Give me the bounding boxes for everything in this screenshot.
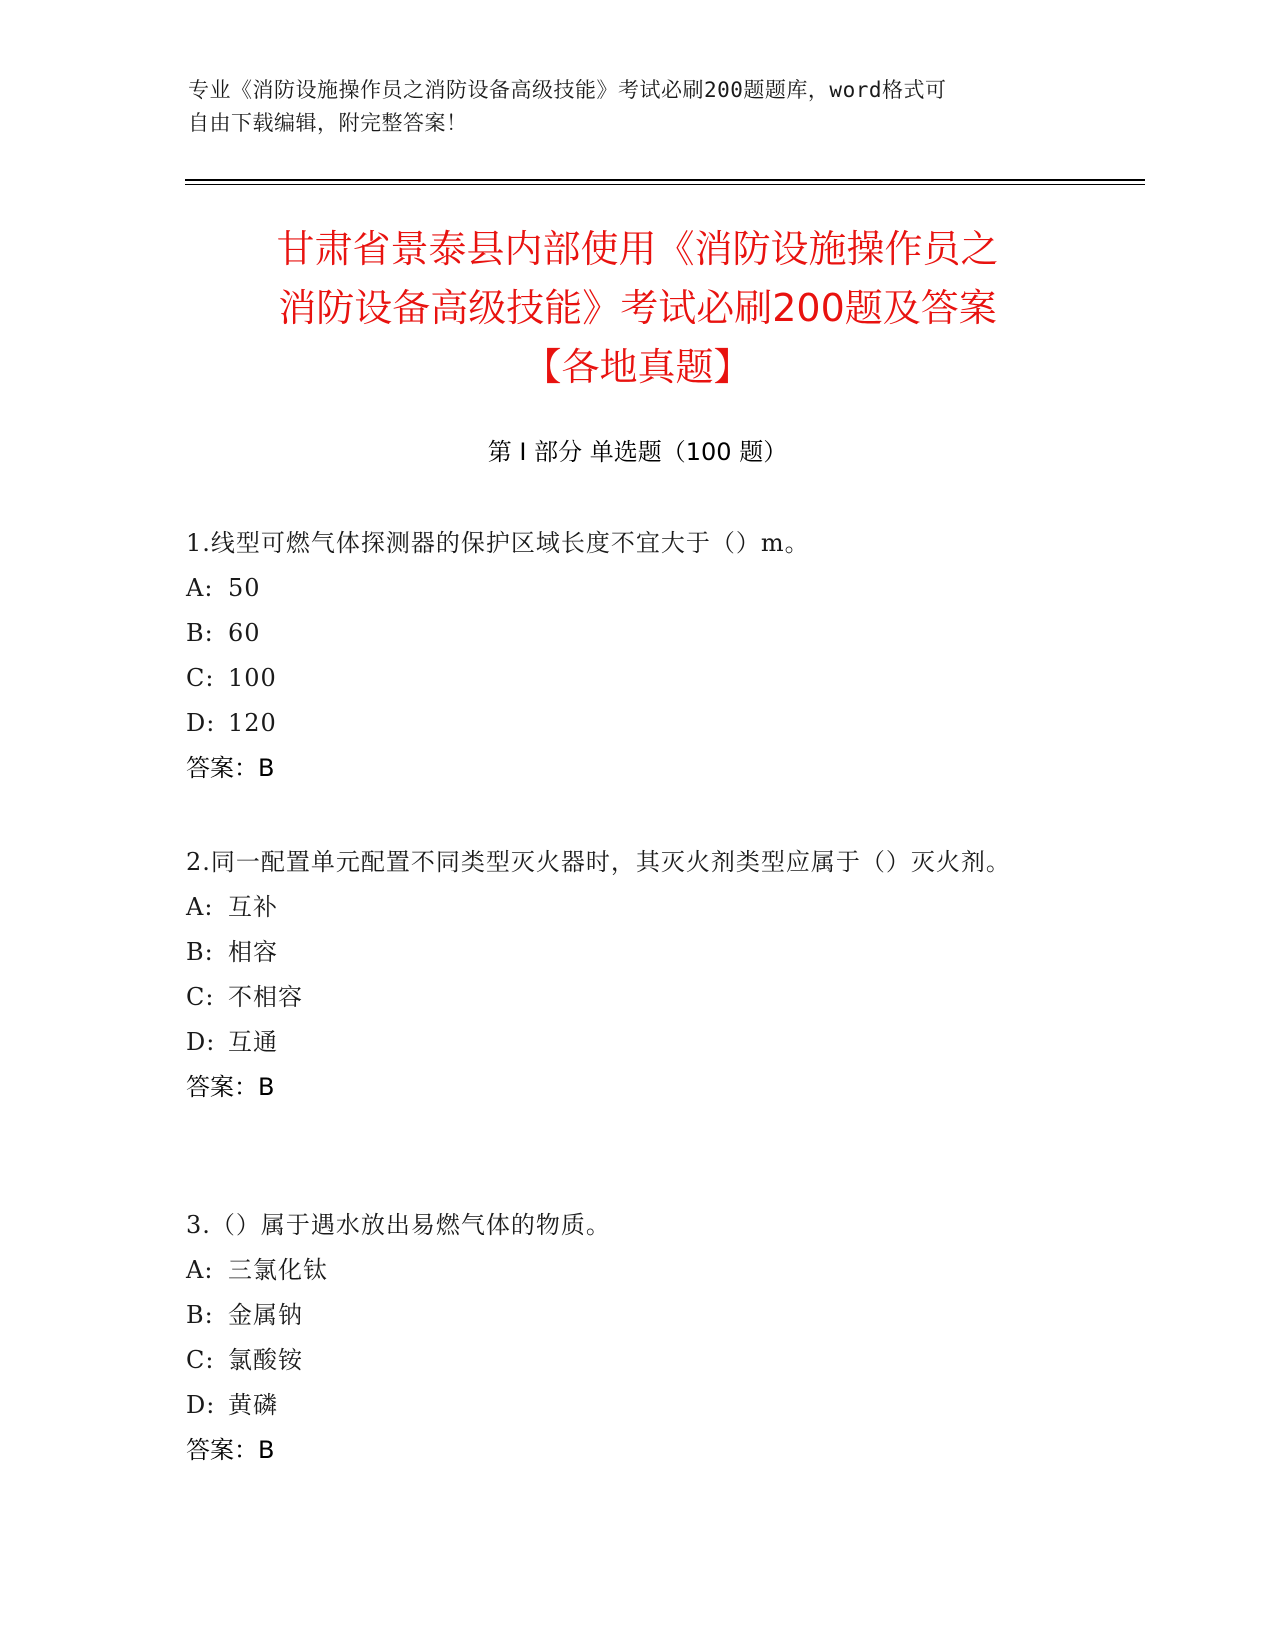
option-c	[186, 975, 1066, 1020]
option-text: 不相容	[228, 983, 303, 1011]
question-block	[186, 521, 1066, 791]
option-text: 50	[228, 574, 261, 602]
option-b	[186, 1293, 1066, 1338]
option-text: 互通	[228, 1028, 278, 1056]
option-a	[186, 1248, 1066, 1293]
intro-line: 自由下载编辑，附完整答案！	[188, 111, 468, 135]
option-key: C:	[186, 983, 215, 1011]
intro-paragraph	[188, 74, 1068, 140]
question-stem: 1.线型可燃气体探测器的保护区域长度不宜大于（）m。	[186, 529, 810, 557]
option-c	[186, 1338, 1066, 1383]
option-text: 氯酸铵	[228, 1346, 303, 1374]
option-text: 60	[228, 619, 261, 647]
question-block	[186, 840, 1066, 1110]
question-stem: 3.（）属于遇水放出易燃气体的物质。	[186, 1211, 611, 1239]
option-key: D:	[186, 709, 216, 737]
option-key: B:	[186, 1301, 214, 1329]
option-key: C:	[186, 664, 215, 692]
answer-line: 答案：B	[186, 1073, 275, 1101]
option-key: A:	[186, 574, 214, 602]
header-divider-thick	[185, 179, 1145, 181]
option-text: 互补	[228, 893, 278, 921]
question-block	[186, 1203, 1066, 1473]
document-title	[130, 220, 1145, 397]
option-b	[186, 930, 1066, 975]
answer-line: 答案：B	[186, 754, 275, 782]
option-key: A:	[186, 893, 214, 921]
option-key: C:	[186, 1346, 215, 1374]
option-key: D:	[186, 1028, 216, 1056]
question-stem: 2.同一配置单元配置不同类型灭火器时，其灭火剂类型应属于（）灭火剂。	[186, 848, 1011, 876]
option-text: 黄磷	[228, 1391, 278, 1419]
option-key: A:	[186, 1256, 214, 1284]
option-key: B:	[186, 619, 214, 647]
option-text: 金属钠	[228, 1301, 303, 1329]
option-text: 三氯化钛	[228, 1256, 328, 1284]
intro-line: 专业《消防设施操作员之消防设备高级技能》考试必刷200题题库，word格式可	[188, 78, 947, 102]
header-divider-thin	[185, 184, 1145, 185]
option-c	[186, 656, 1066, 701]
title-line: 甘肃省景泰县内部使用《消防设施操作员之	[276, 227, 999, 271]
answer-line: 答案：B	[186, 1436, 275, 1464]
option-text: 相容	[228, 938, 278, 966]
option-text: 120	[228, 709, 277, 737]
option-b	[186, 611, 1066, 656]
option-text: 100	[228, 664, 277, 692]
option-d	[186, 701, 1066, 746]
option-key: B:	[186, 938, 214, 966]
option-key: D:	[186, 1391, 216, 1419]
option-a	[186, 885, 1066, 930]
option-d	[186, 1383, 1066, 1428]
option-d	[186, 1020, 1066, 1065]
title-line: 【各地真题】	[523, 345, 752, 389]
option-a	[186, 566, 1066, 611]
section-heading: 第 I 部分 单选题（100 题）	[487, 438, 788, 466]
title-line: 消防设备高级技能》考试必刷200题及答案	[278, 286, 997, 330]
